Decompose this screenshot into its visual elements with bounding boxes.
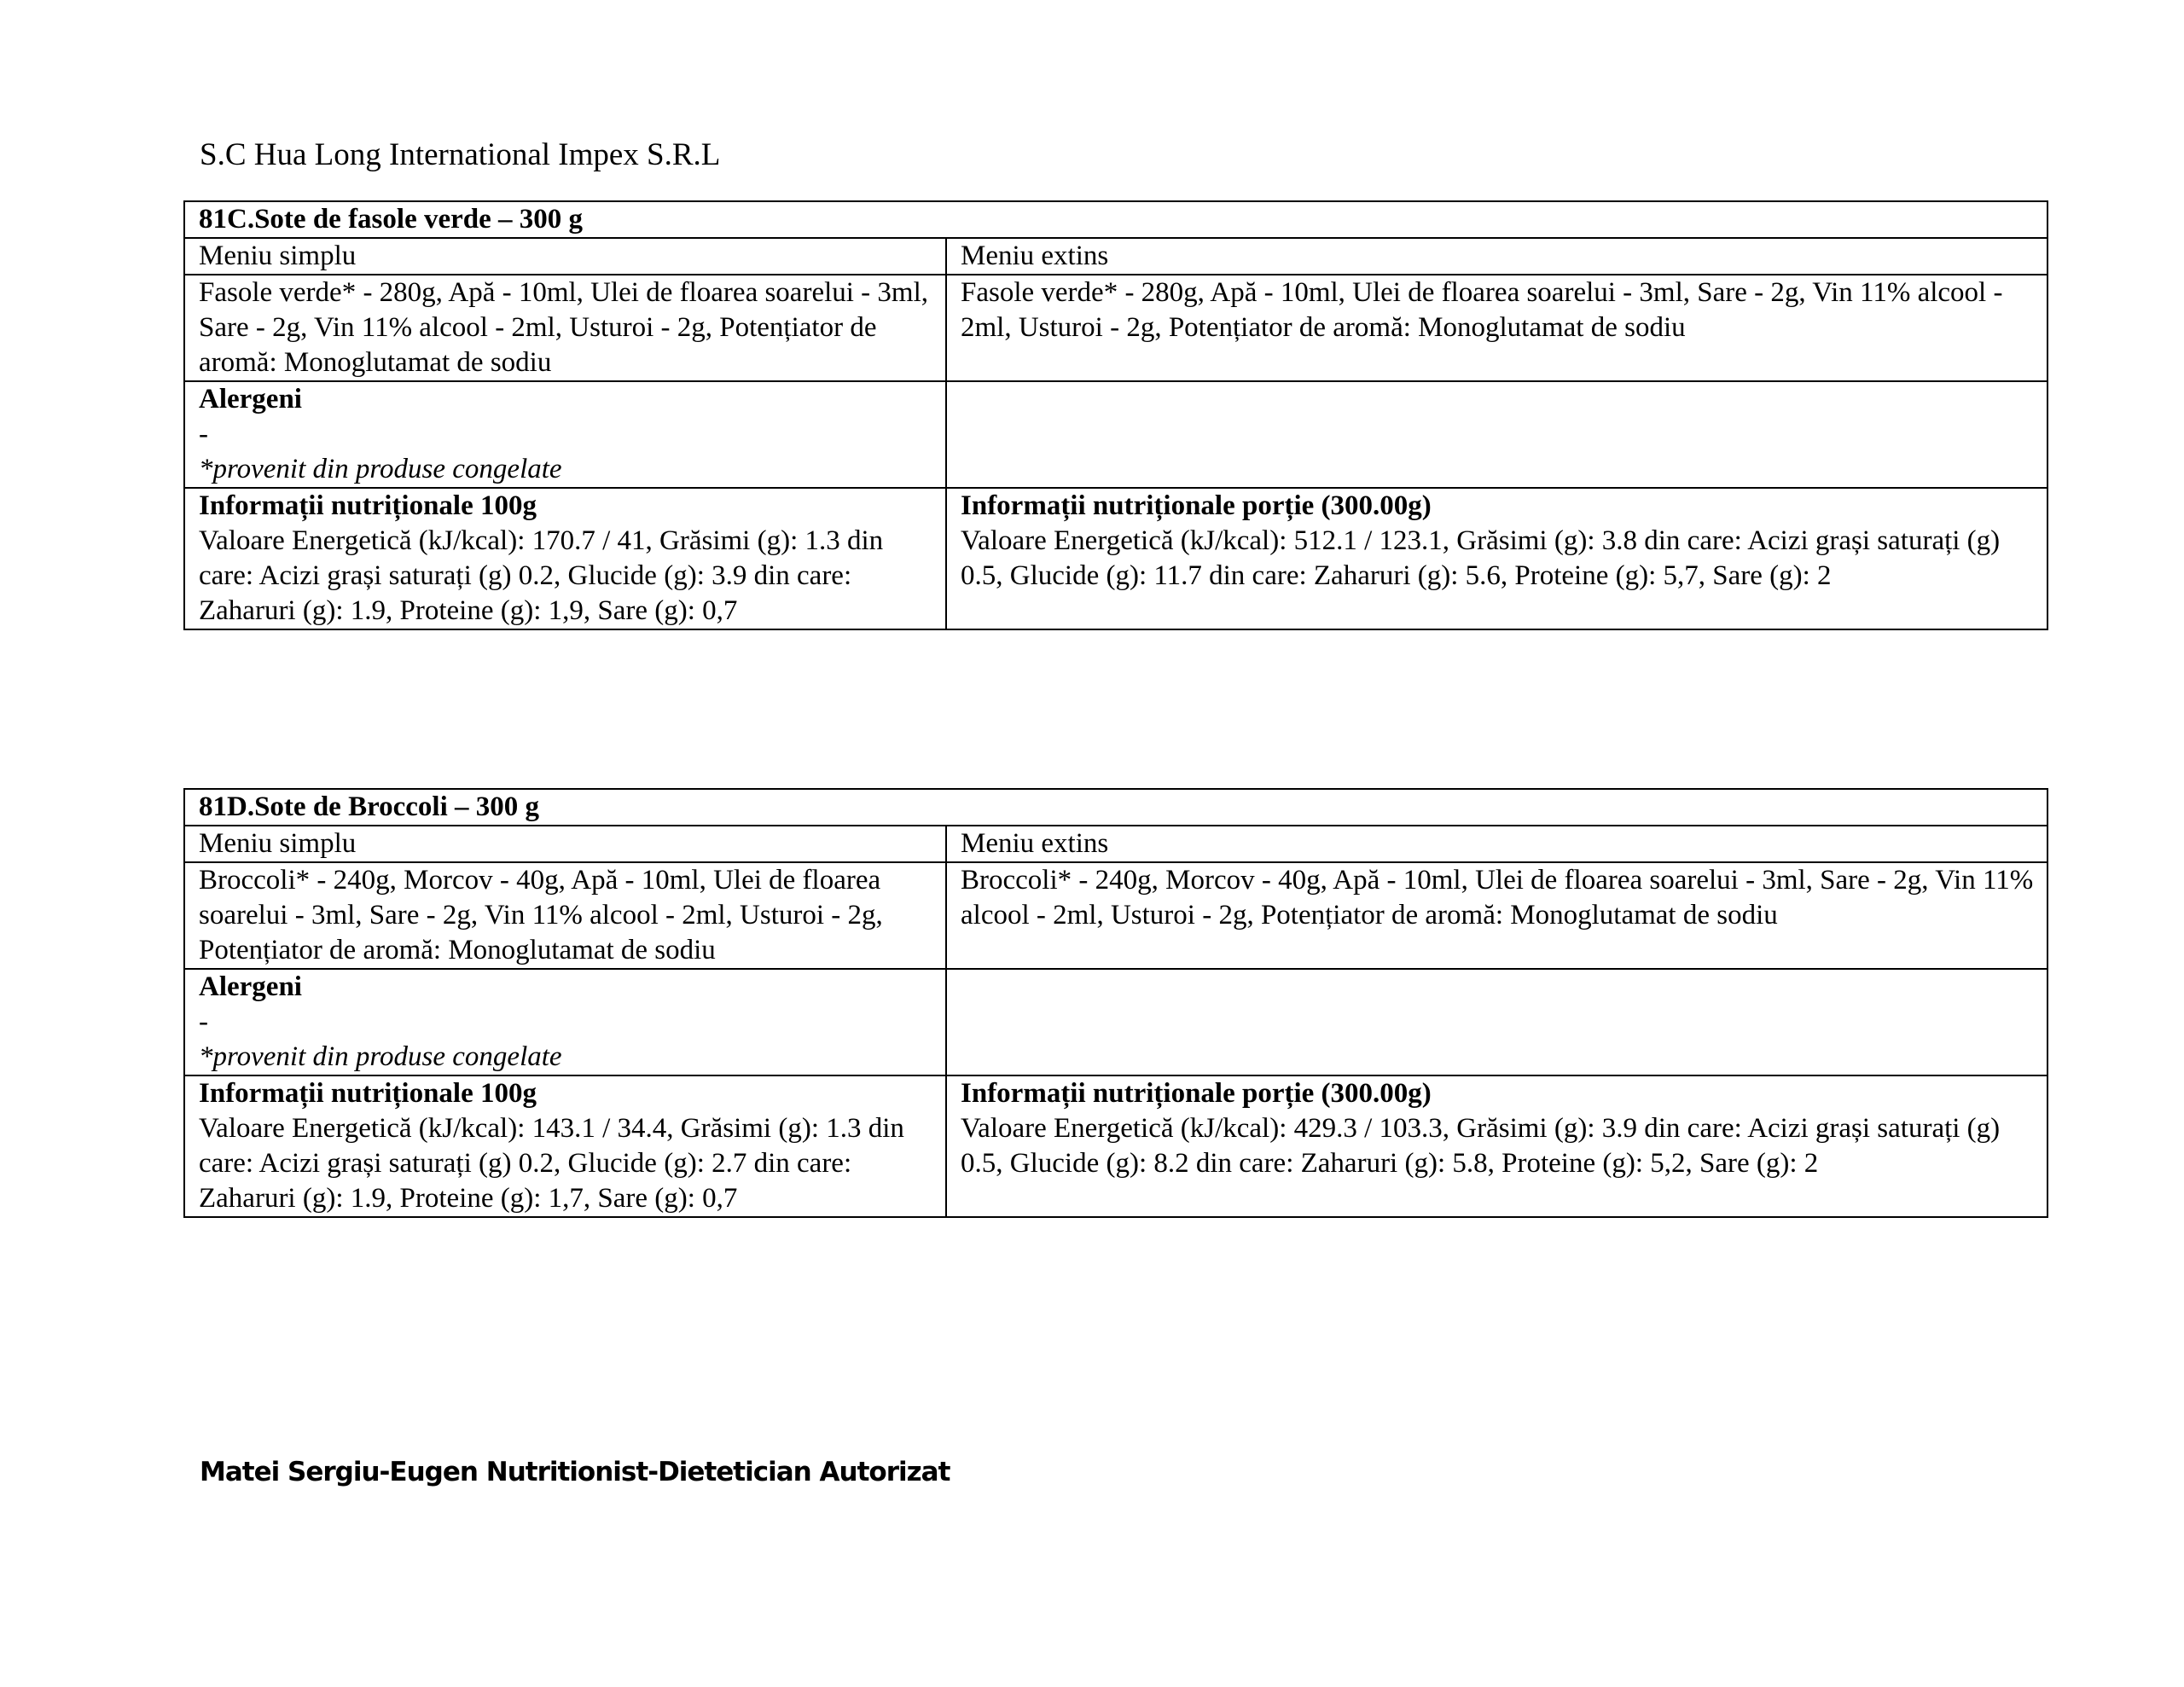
extended-ingredients: Fasole verde* - 280g, Apă - 10ml, Ulei de floarea soarelui - 3ml, Sare - 2g, Vin 11% alcool - 2ml, Usturoi - 2g, Potențiator de aromă: Monoglutamat de sodiu <box>946 275 2048 381</box>
nutrition-100g-label: Informații nutriționale 100g <box>199 490 537 521</box>
simple-menu-label: Meniu simplu <box>184 238 946 275</box>
table-title-row <box>184 789 2048 826</box>
menu-type-row <box>184 238 2048 275</box>
menu-table-81d <box>183 788 2048 1218</box>
dish-title: 81D.Sote de Broccoli – 300 g <box>184 789 2048 826</box>
dish-title: 81C.Sote de fasole verde – 300 g <box>184 201 2048 238</box>
simple-menu-label: Meniu simplu <box>184 826 946 862</box>
menu-table-81c <box>183 200 2048 630</box>
allergens-label: Alergeni <box>199 384 302 415</box>
allergens-row <box>184 969 2048 1075</box>
menu-type-row <box>184 826 2048 862</box>
allergens-value: - <box>199 419 208 449</box>
extended-menu-label: Meniu extins <box>946 238 2048 275</box>
extended-ingredients: Broccoli* - 240g, Morcov - 40g, Apă - 10ml, Ulei de floarea soarelui - 3ml, Sare - 2g, Vin 11% alcool - 2ml, Usturoi - 2g, Potențiator de aromă: Monoglutamat de sodiu <box>946 862 2048 969</box>
nutrition-portion-text: Valoare Energetică (kJ/kcal): 429.3 / 103.3, Grăsimi (g): 3.9 din care: Acizi grași saturați (g) 0.5, Glucide (g): 8.2 din care: Zaharuri (g): 5.8, Proteine (g): 5,2, Sare (g): 2 <box>961 1113 2001 1179</box>
nutrition-100g-text: Valoare Energetică (kJ/kcal): 170.7 / 41, Grăsimi (g): 1.3 din care: Acizi grași saturați (g) 0.2, Glucide (g): 3.9 din care: Zaharuri (g): 1.9, Proteine (g): 1,9, Sare (g): 0,7 <box>199 525 884 626</box>
allergens-label: Alergeni <box>199 971 302 1002</box>
frozen-note: *provenit din produse congelate <box>199 1041 562 1072</box>
frozen-note: *provenit din produse congelate <box>199 454 562 484</box>
nutrition-row <box>184 488 2048 629</box>
nutritionist-signature: Matei Sergiu-Eugen Nutritionist-Dietetician Autorizat <box>200 1457 950 1487</box>
empty-cell <box>946 969 2048 1075</box>
empty-cell <box>946 381 2048 488</box>
nutrition-100g-label: Informații nutriționale 100g <box>199 1078 537 1109</box>
allergens-value: - <box>199 1006 208 1037</box>
nutrition-row <box>184 1075 2048 1217</box>
ingredients-row <box>184 862 2048 969</box>
allergens-cell <box>184 969 946 1075</box>
nutrition-portion-cell <box>946 488 2048 629</box>
nutrition-100g-cell <box>184 1075 946 1217</box>
simple-ingredients: Broccoli* - 240g, Morcov - 40g, Apă - 10ml, Ulei de floarea soarelui - 3ml, Sare - 2g, Vin 11% alcool - 2ml, Usturoi - 2g, Potențiator de aromă: Monoglutamat de sodiu <box>184 862 946 969</box>
nutrition-100g-text: Valoare Energetică (kJ/kcal): 143.1 / 34.4, Grăsimi (g): 1.3 din care: Acizi grași saturați (g) 0.2, Glucide (g): 2.7 din care: Zaharuri (g): 1.9, Proteine (g): 1,7, Sare (g): 0,7 <box>199 1113 904 1214</box>
company-name: S.C Hua Long International Impex S.R.L <box>200 137 721 172</box>
nutrition-100g-cell <box>184 488 946 629</box>
nutrition-portion-label: Informații nutriționale porție (300.00g) <box>961 1078 1432 1109</box>
extended-menu-label: Meniu extins <box>946 826 2048 862</box>
nutrition-portion-text: Valoare Energetică (kJ/kcal): 512.1 / 123.1, Grăsimi (g): 3.8 din care: Acizi grași saturați (g) 0.5, Glucide (g): 11.7 din care: Zaharuri (g): 5.6, Proteine (g): 5,7, Sare (g): 2 <box>961 525 2001 591</box>
ingredients-row <box>184 275 2048 381</box>
table-title-row <box>184 201 2048 238</box>
allergens-row <box>184 381 2048 488</box>
simple-ingredients: Fasole verde* - 280g, Apă - 10ml, Ulei de floarea soarelui - 3ml, Sare - 2g, Vin 11% alcool - 2ml, Usturoi - 2g, Potențiator de aromă: Monoglutamat de sodiu <box>184 275 946 381</box>
nutrition-portion-cell <box>946 1075 2048 1217</box>
nutrition-portion-label: Informații nutriționale porție (300.00g) <box>961 490 1432 521</box>
allergens-cell <box>184 381 946 488</box>
